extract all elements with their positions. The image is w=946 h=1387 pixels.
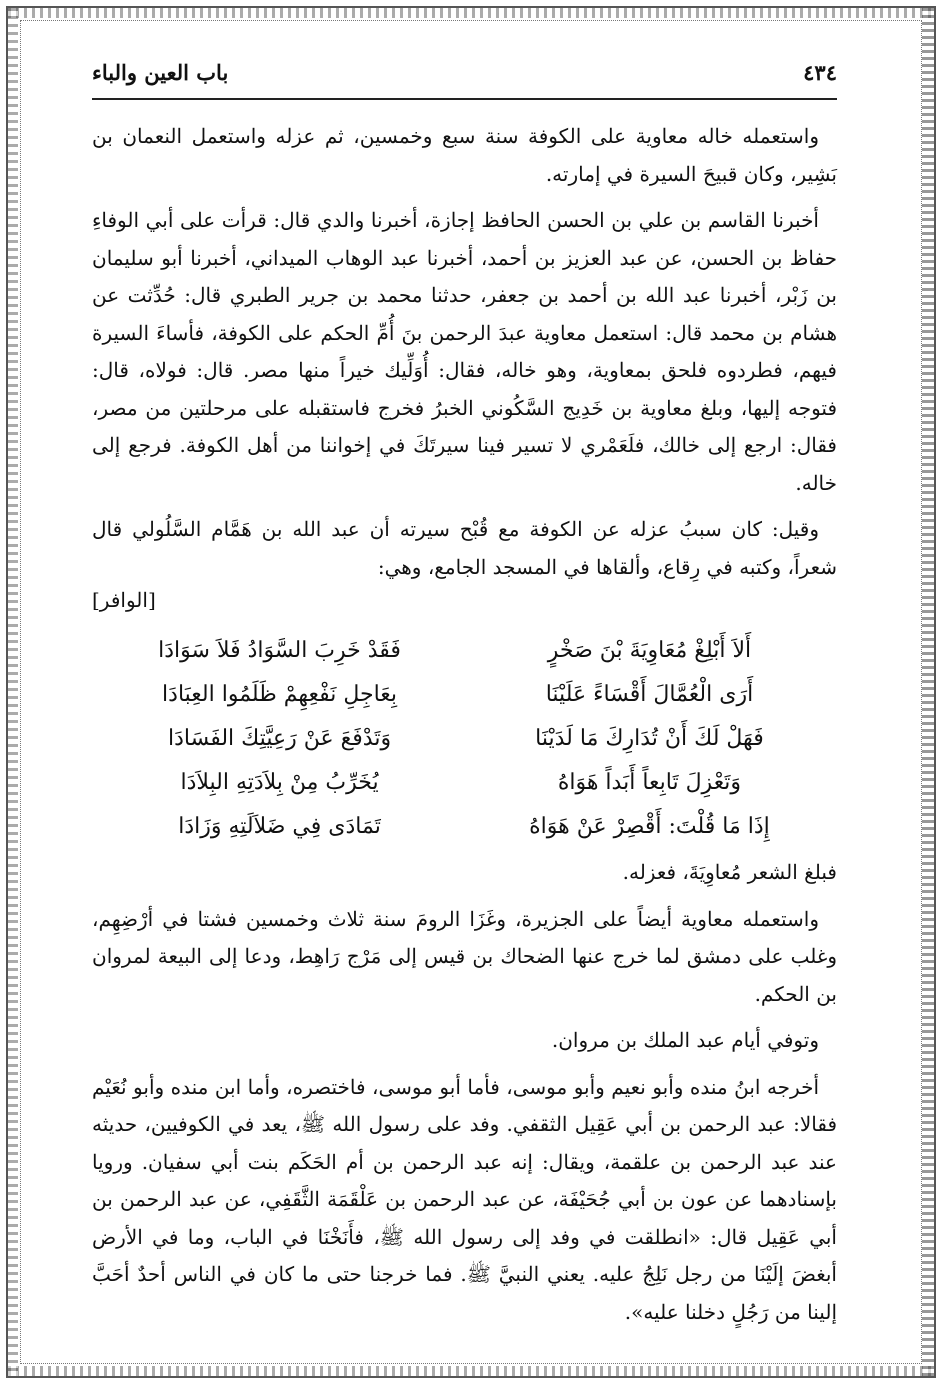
border-ornament-top	[8, 8, 934, 18]
verse-second-hemistich: وَتَدْفَعَ عَنْ رَعِيَّتِكَ الفَسَادَا	[167, 725, 392, 751]
border-ornament-bottom	[8, 1366, 934, 1376]
paragraph: أخبرنا القاسم بن علي بن الحسن الحافظ إجازة، أخبرنا والدي قال: قرأت على أبي الوفاءِ حفاظ بن الحسن، عن عبد العزيز بن أحمد، أخبرنا عبد الوهاب الميداني، أخبرنا أبو سليمان بن زَبْر، أخبرنا عبد الله بن أحمد بن جعفر، حدثنا محمد بن جرير الطبري قال: حُدِّثت عن هشام بن محمد قال: استعمل معاوية عبدَ الرحمن بنَ أُمِّ الحكم على الكوفة، فأساءَ السيرة فيهم، فطردوه فلحق بمعاوية، وهو خاله، فقال: أُوَلِّيك خيراً منها مصر. قال: فولاه، قال: فتوجه إليها، وبلغ معاوية بن خَدِيج السَّكُوني الخبرُ فخرج فاستقبله على مرحلتين من مصر، فقال: ارجع إلى خالك، فلَعَمْري لا تسير فينا سيرتَكَ في إخواننا من أهل الكوفة. فرجع إلى خاله.	[92, 208, 837, 495]
border-ornament-left	[8, 8, 18, 1376]
after-poem-text: فبلغ الشعر مُعاوِيَةَ، فعزله.	[622, 859, 837, 884]
verse-second-hemistich: بِعَاجِلِ نَفْعِهِمْ ظَلَمُوا العِبَادَا	[162, 681, 398, 707]
poem-verse	[92, 761, 837, 805]
verse-second-hemistich: تَمَادَى فِي ضَلاَلَتِهِ وَزَادَا	[178, 813, 381, 839]
page-header	[92, 60, 837, 100]
verse-first-hemistich: أَرَى الْعُمَّالَ أَقْسَاءً عَلَيْنَا	[545, 681, 754, 707]
paragraph: أخرجه ابنُ منده وأبو نعيم وأبو موسى، فأما أبو موسى، فاختصره، وأما ابن منده وأبو نُعَيْم فقالا: عبد الرحمن بن أبي عَقِيل الثقفي. وفد على رسول الله ﷺ، يعد في الكوفيين، حديثه عند عبد الرحمن بن علقمة، ويقال: إنه عبد الرحمن بن أم الحَكَم بنت أبي سفيان. ورويا بإسنادهما عن عون بن أبي جُحَيْفَة، عن عبد الرحمن بن عَلْقَمَة الثَّقَفِي، عن عبد الرحمن بن أبي عَقِيل قال: «انطلقت في وفد إلى رسول الله ﷺ، فأَنَخْنَا في الباب، وما في الأرض أبغضَ إلَيْنَا من رجل نَلِجُ عليه. يعني النبيَّ ﷺ. فما خرجنا حتى ما كان في الناس أحدٌ أحَبَّ إلينا من رَجُلٍ دخلنا عليه».	[92, 1074, 837, 1324]
paragraph: واستعمله معاوية أيضاً على الجزيرة، وغَزَا الرومَ سنة ثلاث وخمسين فشتا في أرْضِهِم، وغلب على دمشق لما خرج عنها الضحاك بن قيس إلى مَرْج رَاهِط، ودعا إلى البيعة لمروان بن الحكم.	[92, 906, 837, 1006]
poem-verse	[92, 629, 837, 673]
poem-verse	[92, 673, 837, 717]
paragraph: وقيل: كان سببُ عزله عن الكوفة مع قُبْح سيرته أن عبد الله بن هَمَّام السَّلُولي قال شعراً، وكتبه في رِقاع، وألقاها في المسجد الجامع، وهي:	[92, 517, 837, 579]
poem	[92, 629, 837, 849]
paragraph: واستعمله خاله معاوية على الكوفة سنة سبع وخمسين، ثم عزله واستعمل النعمان بن بَشِير، وكان قبيحَ السيرة في إمارته.	[92, 124, 837, 186]
verse-first-hemistich: أَلاَ أَبْلِغْ مُعَاوِيَةَ بْنَ صَخْرٍ	[547, 637, 752, 663]
page-number: ٤٣٤	[803, 60, 837, 85]
verse-first-hemistich: وَتَعْزِلَ تَابِعاً أَبَداً هَوَاهُ	[557, 769, 742, 795]
page-content	[92, 60, 837, 1340]
poem-verse	[92, 805, 837, 849]
verse-second-hemistich: فَقَدْ خَرِبَ السَّوَادُ فَلاَ سَوَادَا	[158, 637, 401, 663]
verse-first-hemistich: إِذَا مَا قُلْتَ: أَقْصِرْ عَنْ هَوَاهُ	[529, 813, 770, 839]
paragraph: وتوفي أيام عبد الملك بن مروان.	[551, 1028, 819, 1052]
poem-meter: [الوافر]	[92, 588, 156, 612]
verse-second-hemistich: يُخَرِّبُ مِنْ بِلاَدَتِهِ البِلاَدَا	[180, 769, 379, 795]
verse-first-hemistich: فَهَلْ لَكَ أَنْ تُدَارِكَ مَا لَدَيْنَا	[535, 725, 764, 751]
chapter-title: باب العين والباء	[92, 60, 229, 85]
border-ornament-right	[922, 8, 934, 1376]
poem-verse	[92, 717, 837, 761]
